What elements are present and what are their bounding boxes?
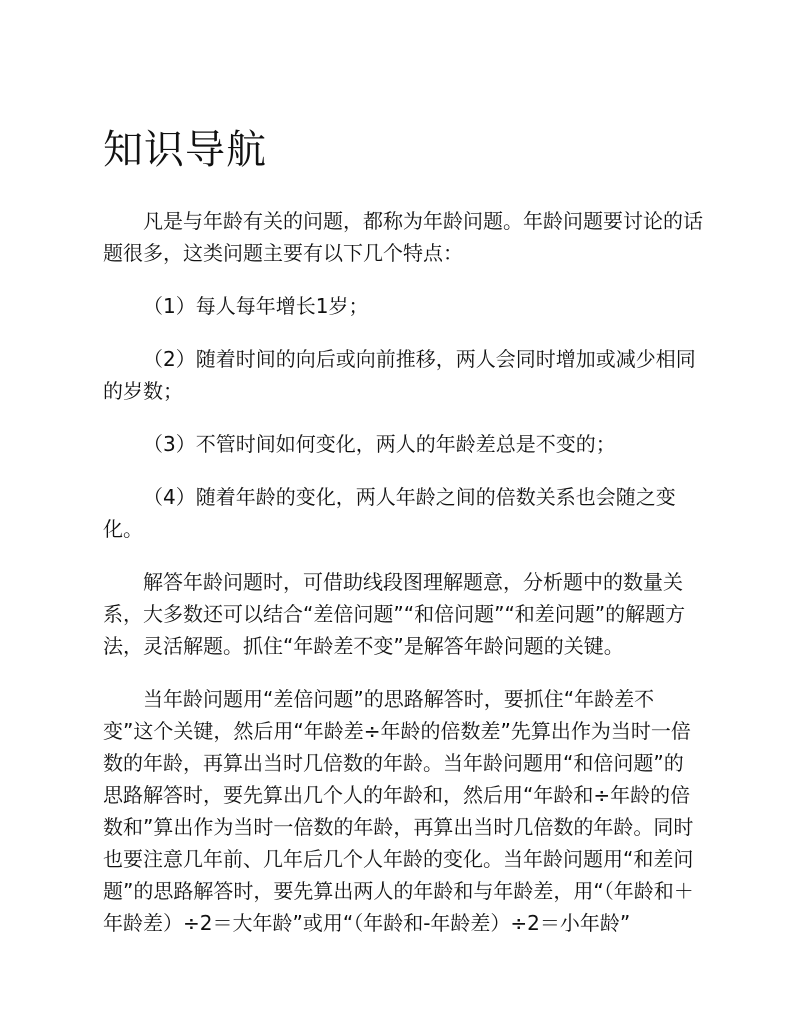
feature-item-2: （2）随着时间的向后或向前推移，两人会同时增加或减少相同的岁数；: [103, 347, 696, 403]
page-title: 知识导航: [103, 127, 267, 173]
feature-item-1: （1）每人每年增长1岁；: [143, 294, 369, 318]
detail-paragraph: 当年龄问题用“差倍问题”的思路解答时，要抓住“年龄差不变”这个关键，然后用“年龄差÷年龄的倍数差”先算出作为当时一倍数的年龄，再算出当时几倍数的年龄。当年龄问题用“和倍问题”的思路解答时，要先算出几个人的年龄和，然后用“年龄和÷年龄的倍数和”算出作为当时一倍数的年龄，再算出当时几倍数的年龄。同时也要注意几年前、几年后几个人年龄的变化。当年龄问题用“和差问题”的思路解答时，要先算出两人的年龄和与年龄差，用“（年龄和＋年龄差）÷2＝大年龄”或用“（年龄和-年龄差）÷2＝小年龄”: [103, 687, 694, 935]
body-text: [103, 205, 703, 960]
intro-paragraph: 凡是与年龄有关的问题，都称为年龄问题。年龄问题要讨论的话题很多，这类问题主要有以下几个特点：: [103, 209, 703, 265]
method-paragraph: 解答年龄问题时，可借助线段图理解题意，分析题中的数量关系，大多数还可以结合“差倍问题”“和倍问题”“和差问题”的解题方法，灵活解题。抓住“年龄差不变”是解答年龄问题的关键。: [103, 570, 686, 658]
feature-item-3: （3）不管时间如何变化，两人的年龄差总是不变的；: [143, 432, 616, 456]
feature-item-4: （4）随着年龄的变化，两人年龄之间的倍数关系也会随之变化。: [103, 485, 676, 541]
